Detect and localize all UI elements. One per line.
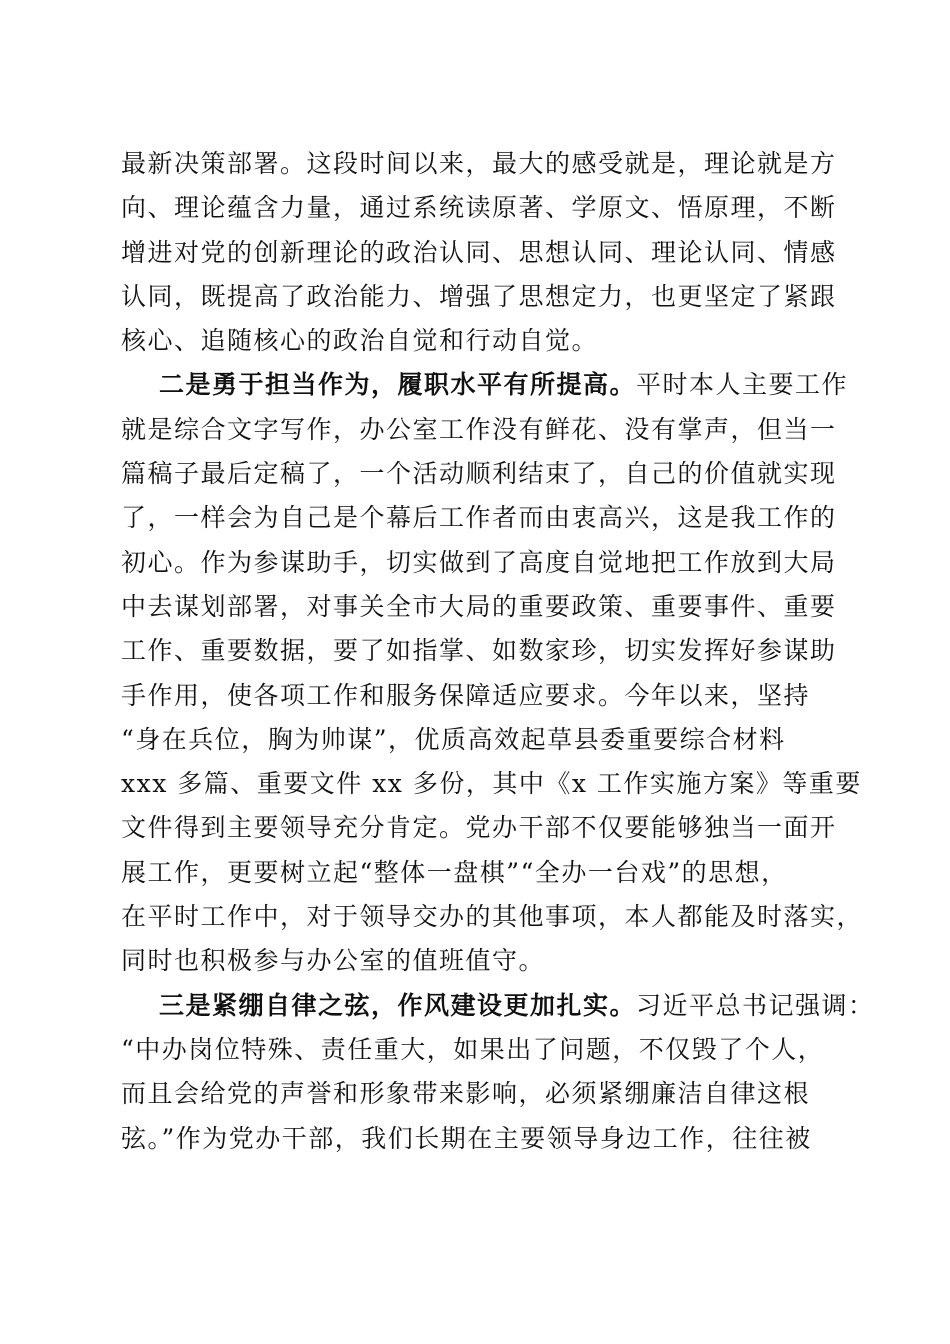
text-line: 就是综合文字写作，办公室工作没有鲜花、没有掌声，但当一 [121, 414, 837, 444]
document-body [121, 142, 875, 1161]
text-line: 手作用，使各项工作和服务保障适应要求。今年以来，坚持 [121, 680, 811, 710]
text-segment: 平时本人主要工作 [636, 370, 849, 400]
text-line: “中办岗位特殊、责任重大，如果出了问题，不仅毁了个人， [121, 1034, 825, 1064]
paragraph-first-line [121, 984, 875, 1028]
text-line: 增进对党的创新理论的政治认同、思想认同、理论认同、情感 [121, 237, 837, 267]
text-line: 工作、重要数据，要了如指掌、如数家珍，切实发挥好参谋助 [121, 636, 837, 666]
text-line: 认同，既提高了政治能力、增强了思想定力，也更坚定了紧跟 [121, 281, 837, 311]
paragraph-self-discipline [121, 984, 875, 1161]
text-line: xxx 多篇、重要文件 xx 多份，其中《x 工作实施方案》等重要 [121, 769, 862, 799]
text-line: 向、理论蕴含力量，通过系统读原著、学原文、悟原理，不断 [121, 193, 837, 223]
text-segment: 习近平总书记强调： [636, 990, 875, 1020]
text-line: 核心、追随核心的政治自觉和行动自觉。 [121, 326, 599, 356]
paragraph-theory-study [121, 142, 841, 363]
text-line: “身在兵位，胸为帅谋”，优质高效起草县委重要综合材料 [121, 724, 786, 754]
paragraph-first-line [121, 363, 849, 407]
text-line: 弦。”作为党办干部，我们长期在主要领导身边工作，往往被 [121, 1123, 812, 1153]
text-line: 在平时工作中，对于领导交办的其他事项，本人都能及时落实， [121, 902, 864, 932]
text-line: 同时也积极参与办公室的值班值守。 [121, 946, 546, 976]
text-line: 了，一样会为自己是个幕后工作者而由衷高兴，这是我工作的 [121, 503, 837, 533]
text-line: 文件得到主要领导充分肯定。党办干部不仅要能够独当一面开 [121, 813, 837, 843]
text-line: 中去谋划部署，对事关全市大局的重要政策、重要事件、重要 [121, 591, 837, 621]
text-line: 而且会给党的声誉和形象带来影响，必须紧绷廉洁自律这根 [121, 1079, 811, 1109]
text-line: 展工作，更要树立起“整体一盘棋”“全办一台戏”的思想， [121, 857, 788, 887]
section-heading: 三是紧绷自律之弦，作风建设更加扎实。 [159, 990, 637, 1020]
section-heading: 二是勇于担当作为，履职水平有所提高。 [159, 370, 637, 400]
text-line: 篇稿子最后定稿了，一个活动顺利结束了，自己的价值就实现 [121, 459, 837, 489]
text-line: 最新决策部署。这段时间以来，最大的感受就是，理论就是方 [121, 149, 837, 178]
paragraph-responsibility [121, 363, 864, 983]
text-line: 初心。作为参谋助手，切实做到了高度自觉地把工作放到大局 [121, 547, 837, 577]
